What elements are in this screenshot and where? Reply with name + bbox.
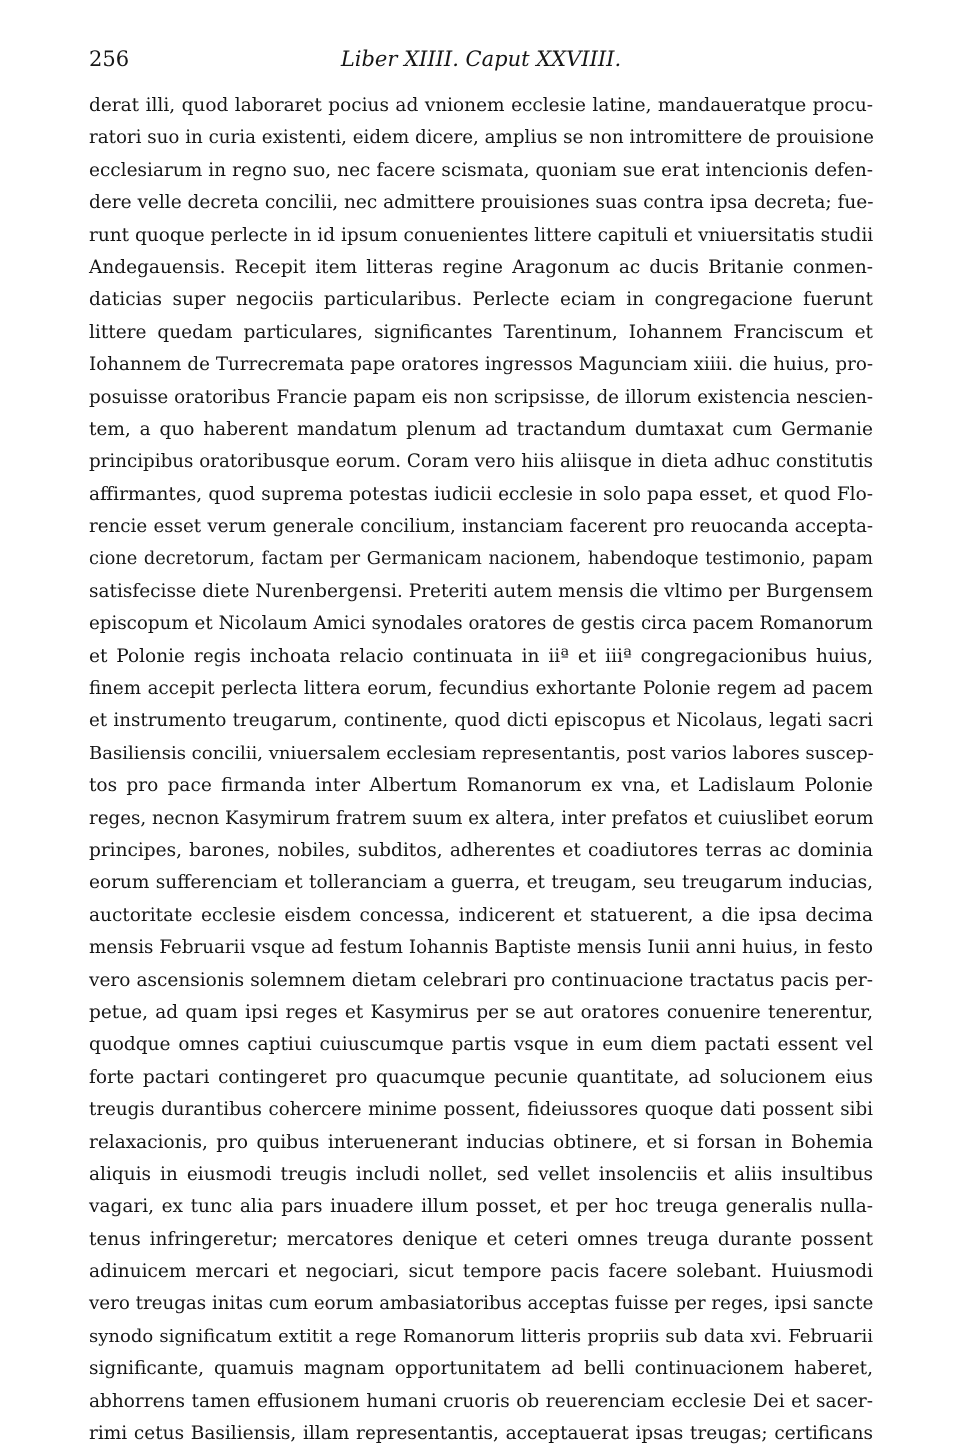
text-line: rencie esset verum generale concilium, instanciam facerent pro reuocanda accepta-	[89, 516, 873, 538]
text-line: posuisse oratoribus Francie papam eis non scripsisse, de illorum existencia nescien-	[89, 386, 873, 408]
running-title: Liber XIIII. Caput XXVIIII.	[340, 47, 622, 71]
text-line: affirmantes, quod suprema potestas iudicii ecclesie in solo papa esset, et quod Flo-	[89, 483, 873, 505]
text-line: significante, quamuis magnam opportunitatem ad belli continuacionem haberet,	[89, 1358, 873, 1380]
text-line: adinuicem mercari et negociari, sicut tempore pacis facere solebant. Huiusmodi	[89, 1261, 873, 1283]
text-line: vero treugas initas cum eorum ambasiatoribus acceptas fuisse per reges, ipsi sancte	[89, 1293, 874, 1315]
text-line: rimi cetus Basiliensis, illam representantis, acceptauerat ipsas treugas; certificans	[89, 1423, 873, 1445]
text-line: derat illi, quod laboraret pocius ad vnionem ecclesie latine, mandaueratque procu-	[89, 95, 873, 116]
text-line: treugis durantibus cohercere minime possent, fideiussores quoque dati possent sibi	[89, 1099, 873, 1121]
text-line: synodo significatum extitit a rege Romanorum litteris propriis sub data xvi. Februarii	[89, 1325, 873, 1347]
text-line: et Polonie regis inchoata relacio continuata in iiª et iiiª congregacionibus huius,	[89, 645, 873, 667]
text-line: littere quedam particulares, significantes Tarentinum, Iohannem Franciscum et	[89, 321, 873, 343]
text-line: principes, barones, nobiles, subditos, adherentes et coadiutores terras ac dominia	[89, 839, 873, 861]
text-line: tem, a quo haberent mandatum plenum ad tractandum dumtaxat cum Germanie	[89, 418, 873, 440]
text-line: eorum sufferenciam et tolleranciam a guerra, et treugam, seu treugarum inducias,	[89, 872, 873, 894]
text-line: et instrumento treugarum, continente, quod dicti episcopus et Nicolaus, legati sacri	[89, 710, 873, 732]
text-line: petue, ad quam ipsi reges et Kasymirus per se aut oratores conuenire tenerentur,	[89, 1001, 873, 1023]
text-line: Andegauensis. Recepit item litteras regine Aragonum ac ducis Britanie conmen-	[89, 256, 873, 278]
text-line: vagari, ex tunc alia pars inuadere illum posset, et per hoc treuga generalis nulla-	[89, 1196, 873, 1218]
text-line: abhorrens tamen effusionem humani cruoris ob reuerenciam ecclesie Dei et sacer-	[89, 1390, 873, 1412]
text-line: relaxacionis, pro quibus interuenerant inducias obtinere, et si forsan in Bohemia	[89, 1131, 873, 1153]
text-line: aliquis in eiusmodi treugis includi nollet, sed vellet insolenciis et aliis insultibus	[89, 1163, 873, 1185]
text-line: episcopum et Nicolaum Amici synodales oratores de gestis circa pacem Romanorum	[89, 613, 873, 635]
text-line: finem accepit perlecta littera eorum, fecundius exhortante Polonie regem ad pacem	[89, 678, 873, 700]
text-line: Basiliensis concilii, vniuersalem ecclesiam representantis, post varios labores suscep-	[89, 742, 874, 764]
page-number: 256	[89, 47, 130, 71]
text-line: tenus infringeretur; mercatores denique et ceteri omnes treuga durante possent	[89, 1228, 873, 1250]
text-line: tos pro pace firmanda inter Albertum Romanorum ex vna, et Ladislaum Polonie	[89, 775, 873, 797]
text-line: cione decretorum, factam per Germanicam nacionem, habendoque testimonio, papam	[89, 549, 873, 570]
text-line: runt quoque perlecte in id ipsum conuenientes littere capituli et vniuersitatis studii	[89, 224, 874, 246]
text-line: vero ascensionis solemnem dietam celebrari pro continuacione tractatus pacis per-	[89, 969, 873, 991]
text-line: Iohannem de Turrecremata pape oratores ingressos Magunciam xiiii. die huius, pro-	[89, 354, 873, 376]
text-line: quodque omnes captiui cuiuscumque partis vsque in eum diem pactati essent vel	[89, 1034, 873, 1056]
text-line: principibus oratoribusque eorum. Coram vero hiis aliisque in dieta adhuc constitutis	[89, 451, 873, 473]
text-line: ecclesiarum in regno suo, nec facere scismata, quoniam sue erat intencionis defen-	[89, 159, 873, 181]
text-line: reges, necnon Kasymirum fratrem suum ex altera, inter prefatos et cuiuslibet eorum	[89, 807, 874, 829]
text-line: ratori suo in curia existenti, eidem dicere, amplius se non intromittere de prouisione	[89, 127, 874, 149]
text-line: satisfecisse diete Nurenbergensi. Preteriti autem mensis die vltimo per Burgensem	[89, 580, 873, 602]
text-line: forte pactari contingeret pro quacumque pecunie quantitate, ad solucionem eius	[89, 1066, 873, 1088]
text-line: mensis Februarii vsque ad festum Iohannis Baptiste mensis Iunii anni huius, in festo	[89, 937, 873, 959]
body-text	[89, 90, 873, 1450]
running-head	[89, 42, 873, 76]
text-line: dere velle decreta concilii, nec admittere prouisiones suas contra ipsa decreta; fue-	[89, 192, 874, 214]
text-line: auctoritate ecclesie eisdem concessa, indicerent et statuerent, a die ipsa decima	[89, 904, 873, 926]
text-line: daticias super negociis particularibus. Perlecte eciam in congregacione fuerunt	[89, 289, 873, 311]
